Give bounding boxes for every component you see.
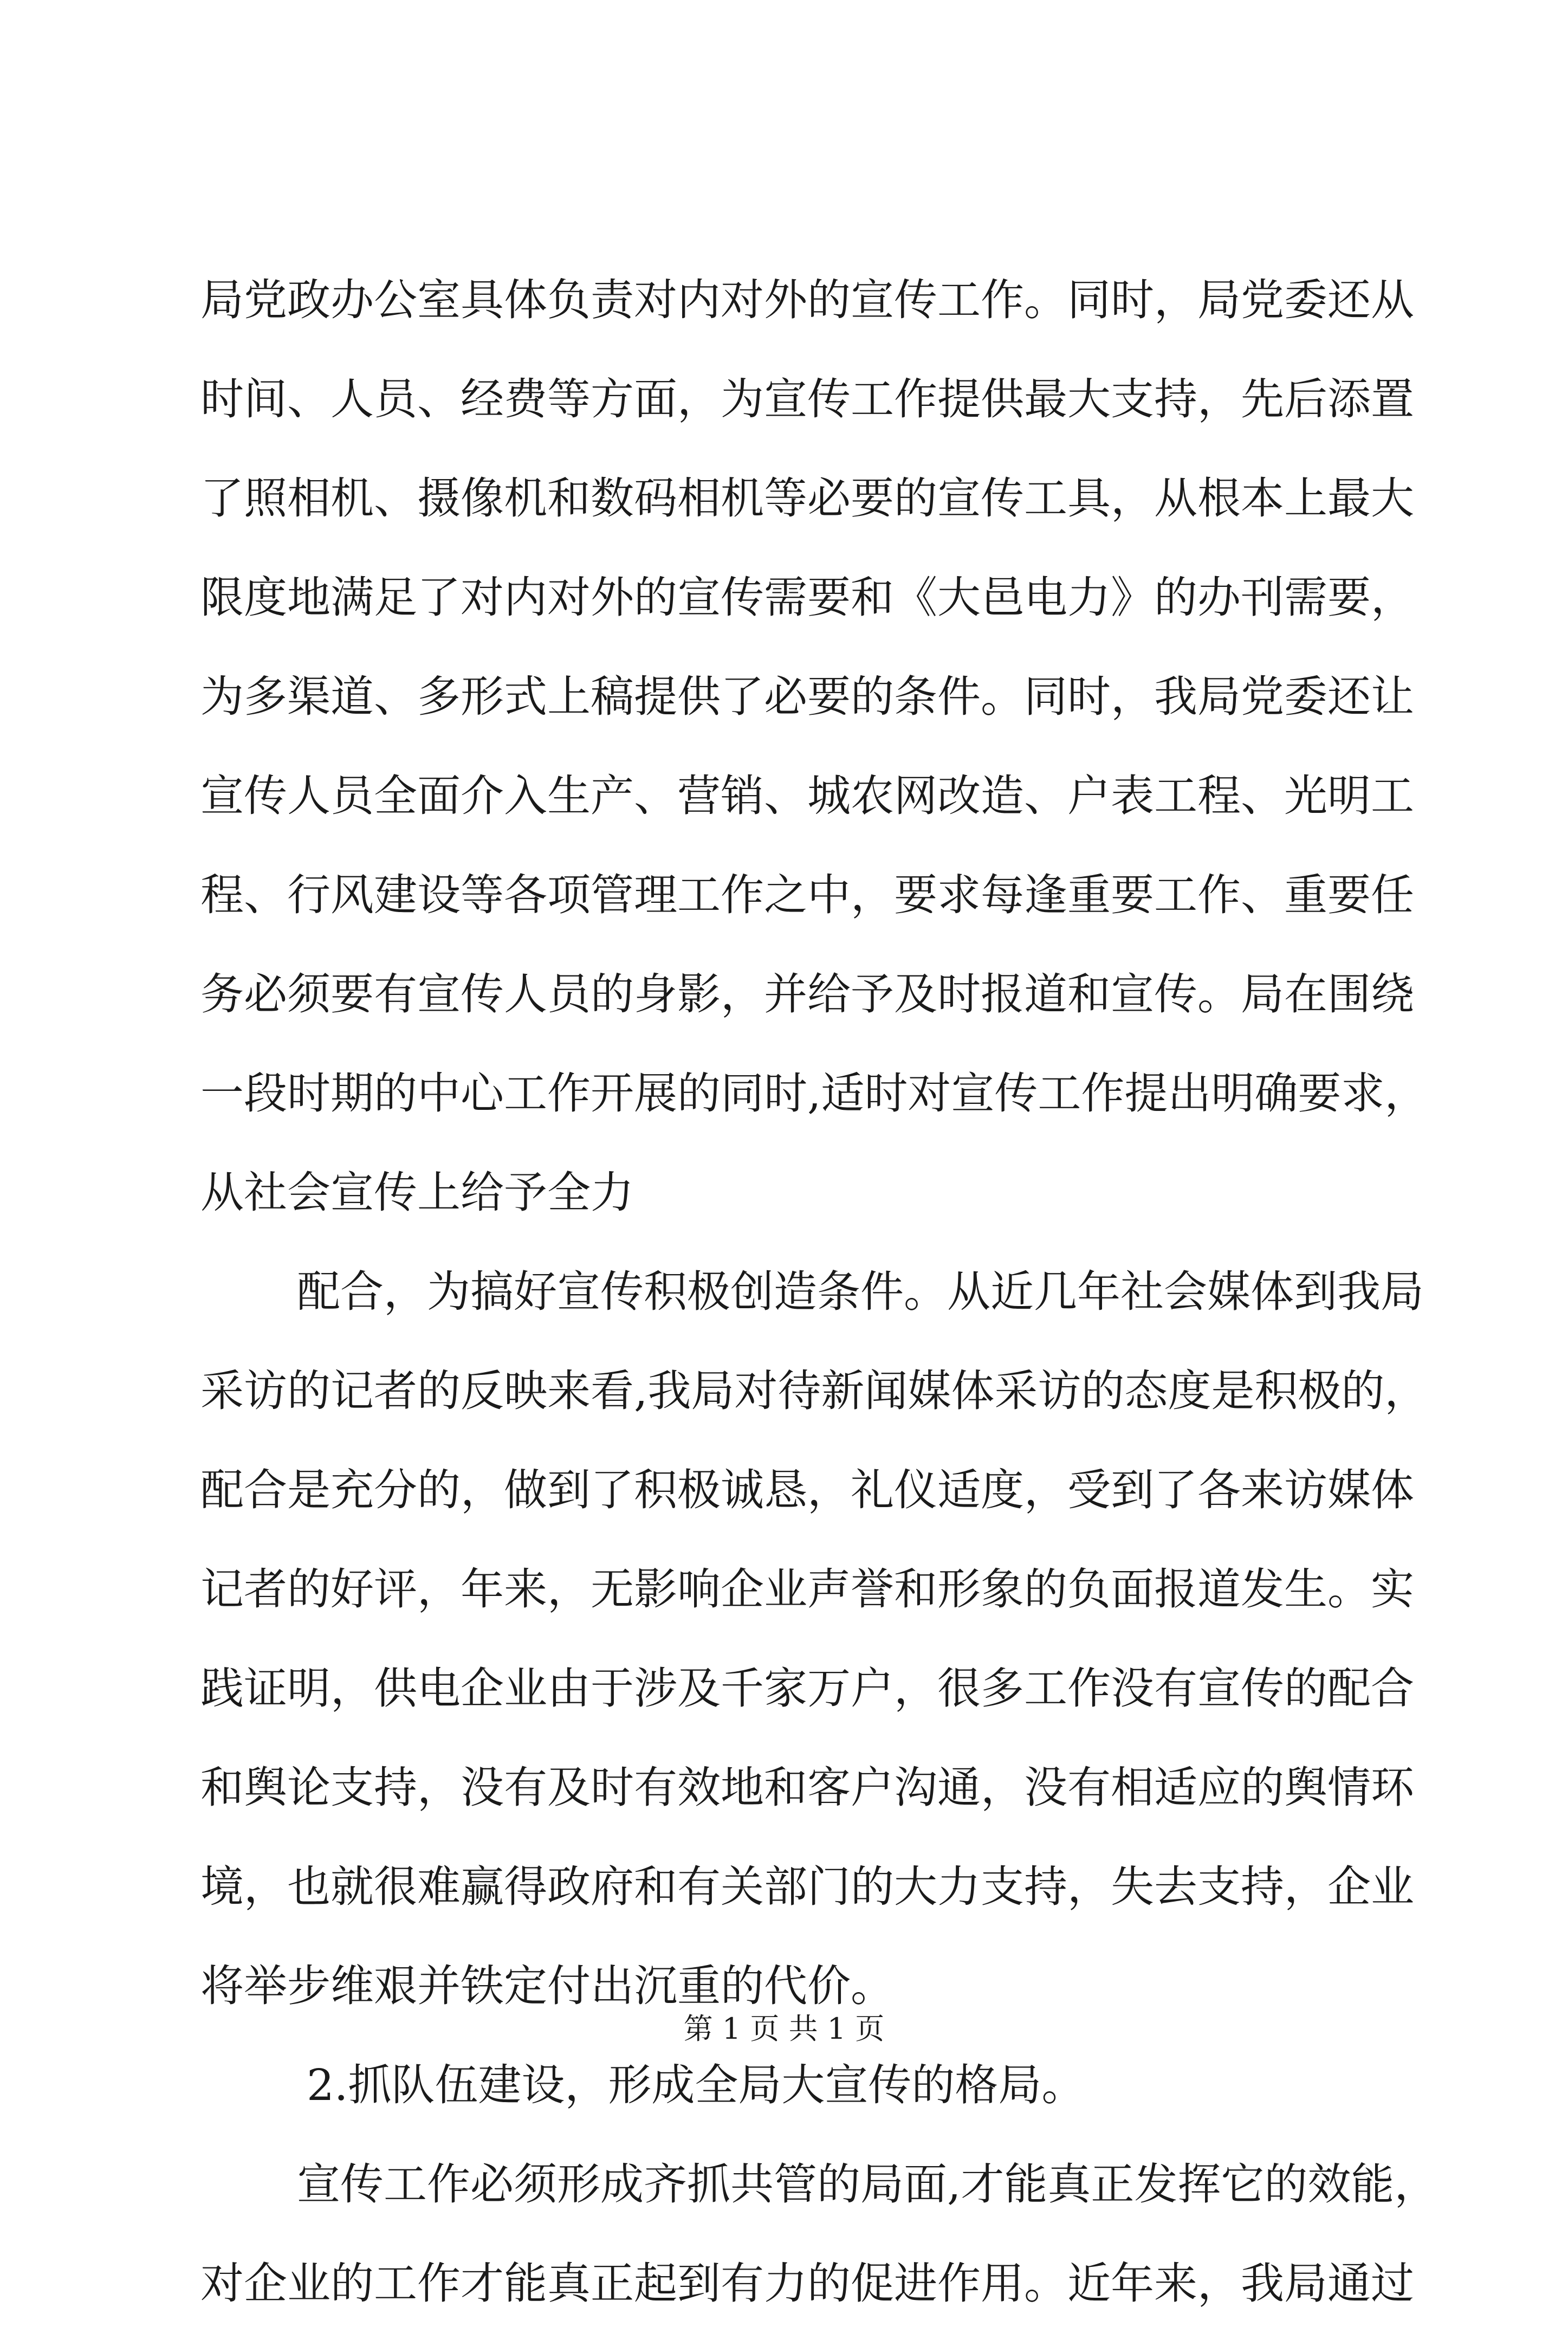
text-line: 宣传人员全面介入生产、营销、城农网改造、户表工程、光明工 [200,771,1414,821]
text-line: 和舆论支持，没有及时有效地和客户沟通，没有相适应的舆情环 [200,1762,1414,1813]
text-line: 从社会宣传上给予全力 [200,1167,634,1218]
text-line: 采访的记者的反映来看,我局对待新闻媒体采访的态度是积极的， [200,1366,1428,1416]
section-heading: 2.抓队伍建设，形成全局大宣传的格局。 [307,2060,1085,2110]
text-line: 程、行风建设等各项管理工作之中，要求每逢重要工作、重要任 [200,870,1414,920]
text-line: 为多渠道、多形式上稿提供了必要的条件。同时，我局党委还让 [200,671,1414,722]
text-line: 记者的好评，年来，无影响企业声誉和形象的负面报道发生。实 [200,1564,1414,1614]
text-line: 配合是充分的，做到了积极诚恳，礼仪适度，受到了各来访媒体 [200,1465,1414,1515]
text-line: 时间、人员、经费等方面，为宣传工作提供最大支持，先后添置 [200,374,1414,424]
text-line: 配合，为搞好宣传积极创造条件。从近几年社会媒体到我局 [297,1266,1424,1317]
text-line: 践证明，供电企业由于涉及千家万户，很多工作没有宣传的配合 [200,1663,1414,1714]
text-line: 局党政办公室具体负责对内对外的宣传工作。同时，局党委还从 [200,275,1414,325]
text-line: 境，也就很难赢得政府和有关部门的大力支持，失去支持，企业 [200,1862,1414,1912]
text-line: 宣传工作必须形成齐抓共管的局面,才能真正发挥它的效能， [297,2159,1438,2209]
text-line: 务必须要有宣传人员的身影，并给予及时报道和宣传。局在围绕 [200,969,1414,1019]
text-line: 限度地满足了对内对外的宣传需要和《大邑电力》的办刊需要， [200,572,1414,623]
page-footer: 第 1 页 共 1 页 [683,2012,885,2046]
text-line: 对企业的工作才能真正起到有力的促进作用。近年来，我局通过 [200,2258,1414,2309]
text-line: 将举步维艰并铁定付出沉重的代价。 [200,1961,894,2011]
text-line: 一段时期的中心工作开展的同时,适时对宣传工作提出明确要求， [200,1068,1428,1119]
text-line: 了照相机、摄像机和数码相机等必要的宣传工具，从根本上最大 [200,473,1414,524]
